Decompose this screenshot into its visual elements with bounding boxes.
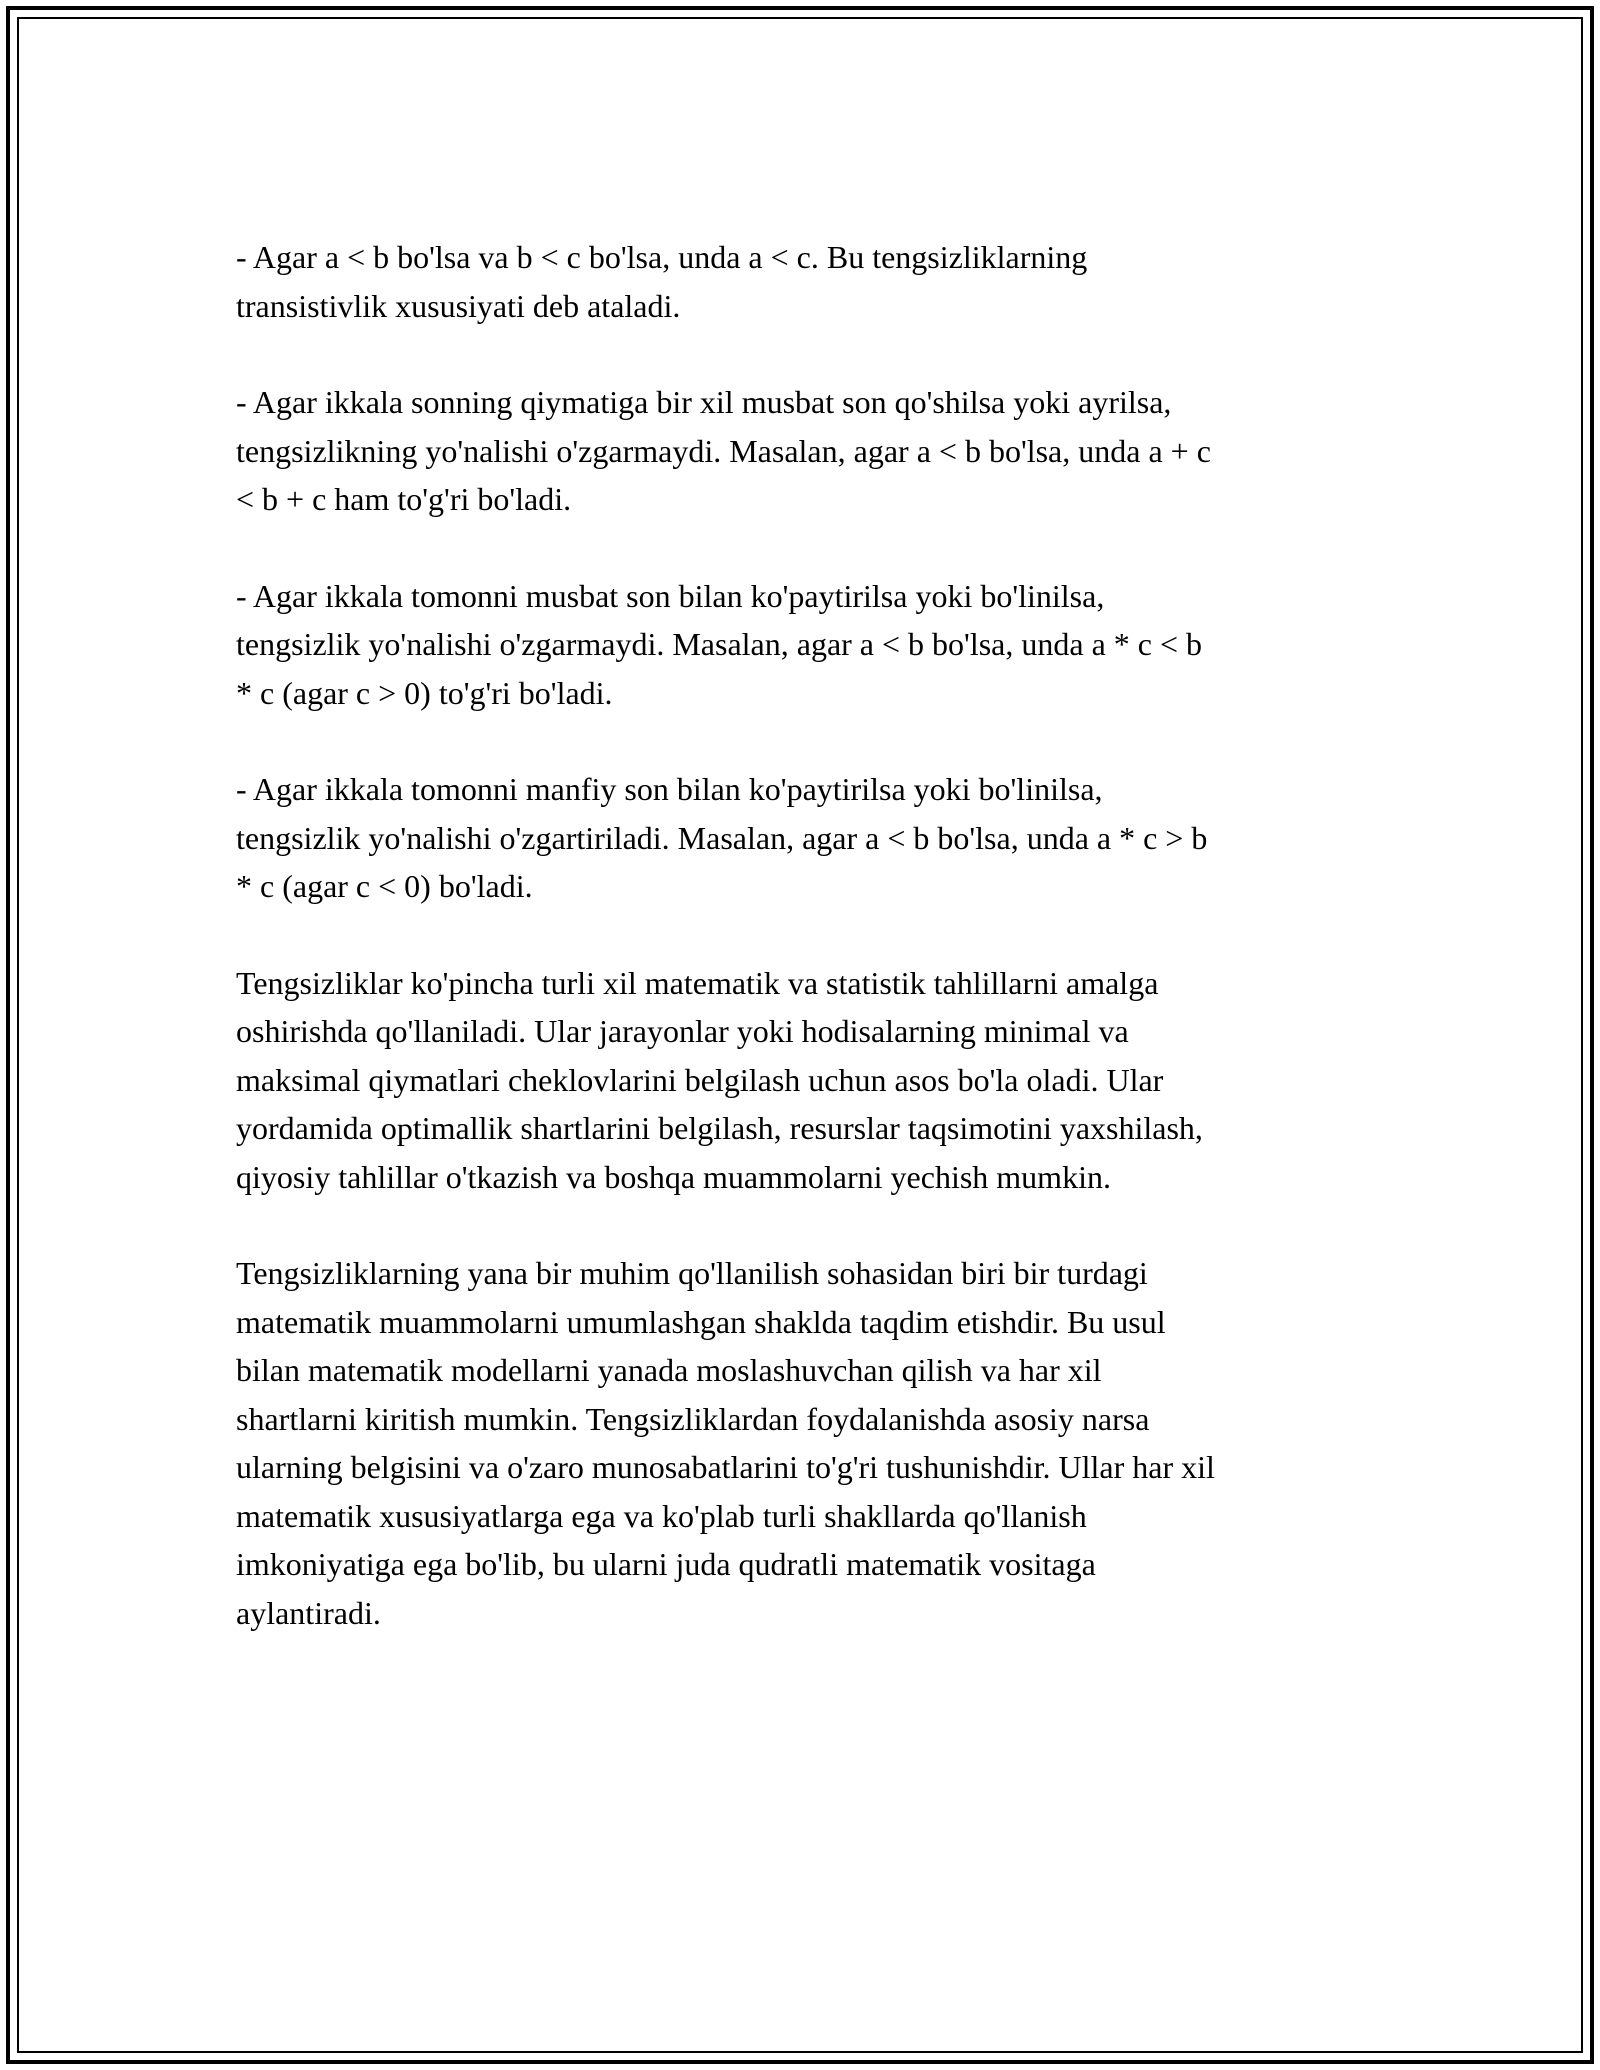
text-line: tengsizlik yo'nalishi o'zgartiriladi. Masalan, agar a < b bo'lsa, unda a * c > b xyxy=(236,819,1208,856)
text-line: Tengsizliklarning yana bir muhim qo'llanilish sohasidan biri bir turdagi xyxy=(236,1255,1148,1291)
paragraph-addition-rule xyxy=(236,378,1366,524)
document-body xyxy=(236,233,1366,1637)
paragraph-positive-multiplication-rule xyxy=(236,572,1366,718)
text-line: ularning belgisini va o'zaro munosabatlarini to'g'ri tushunishdir. Ullar har xil xyxy=(236,1449,1215,1485)
text-line: shartlarni kiritish mumkin. Tengsizliklardan foydalanishda asosiy narsa xyxy=(236,1400,1150,1437)
text-line: maksimal qiymatlari cheklovlarini belgilash uchun asos bo'la oladi. Ular xyxy=(236,1061,1164,1098)
text-line: - Agar ikkala tomonni manfiy son bilan ko'paytirilsa yoki bo'linilsa, xyxy=(236,771,1103,807)
text-line: tengsizlik yo'nalishi o'zgarmaydi. Masalan, agar a < b bo'lsa, unda a * c < b xyxy=(236,626,1203,662)
text-line: * c (agar c < 0) bo'ladi. xyxy=(236,868,533,904)
text-line: matematik muammolarni umumlashgan shaklda taqdim etishdir. Bu usul xyxy=(236,1303,1166,1340)
text-line: - Agar ikkala sonning qiymatiga bir xil musbat son qo'shilsa yoki ayrilsa, xyxy=(236,384,1172,420)
paragraph-applications xyxy=(236,959,1366,1202)
text-line: < b + c ham to'g'ri bo'ladi. xyxy=(236,481,572,517)
text-line: - Agar ikkala tomonni musbat son bilan ko'paytirilsa yoki bo'linilsa, xyxy=(236,577,1105,614)
text-line: * c (agar c > 0) to'g'ri bo'ladi. xyxy=(236,674,613,711)
text-line: bilan matematik modellarni yanada moslashuvchan qilish va har xil xyxy=(236,1352,1102,1388)
text-line: oshirishda qo'llaniladi. Ular jarayonlar yoki hodisalarning minimal va xyxy=(236,1013,1129,1049)
paragraph-transitivity xyxy=(236,233,1366,330)
text-line: transistivlik xususiyati deb ataladi. xyxy=(236,287,681,324)
text-line: yordamida optimallik shartlarini belgilash, resurslar taqsimotini yaxshilash, xyxy=(236,1110,1203,1146)
text-line: imkoniyatiga ega bo'lib, bu ularni juda qudratli matematik vositaga xyxy=(236,1546,1096,1582)
text-line: qiyosiy tahlillar o'tkazish va boshqa muammolarni yechish mumkin. xyxy=(236,1158,1111,1195)
paragraph-negative-multiplication-rule xyxy=(236,765,1366,911)
paragraph-generalization xyxy=(236,1249,1366,1637)
text-line: matematik xususiyatlarga ega va ko'plab turli shakllarda qo'llanish xyxy=(236,1497,1087,1534)
text-line: tengsizlikning yo'nalishi o'zgarmaydi. Masalan, agar a < b bo'lsa, unda a + c xyxy=(236,432,1211,469)
text-line: Tengsizliklar ko'pincha turli xil matematik va statistik tahlillarni amalga xyxy=(236,964,1159,1001)
text-line: - Agar a < b bo'lsa va b < c bo'lsa, unda a < c. Bu tengsizliklarning xyxy=(236,239,1088,275)
text-line: aylantiradi. xyxy=(236,1594,381,1631)
